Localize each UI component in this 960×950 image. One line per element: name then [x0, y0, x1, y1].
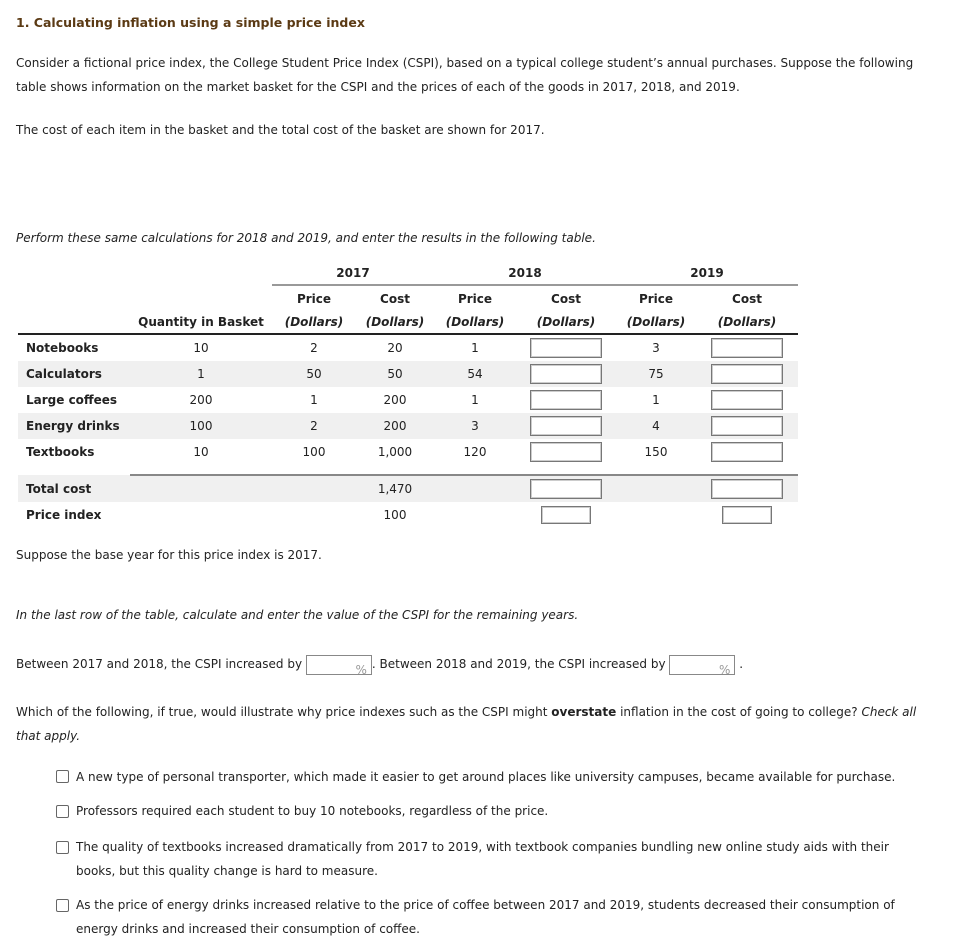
price-header: Price [296, 291, 332, 306]
row-label: Calculators [18, 361, 130, 387]
price-2019-cell: 4 [616, 413, 696, 439]
increase-text-3: . [739, 657, 744, 671]
cost-cell [696, 334, 798, 361]
cost-2018-input[interactable] [530, 364, 602, 384]
price-header: Price [638, 291, 674, 306]
price-2017-cell: 50 [272, 361, 356, 387]
total-cost-2017: 1,470 [356, 475, 434, 502]
increase-text-1: Between 2017 and 2018, the CSPI increased by [16, 657, 303, 671]
cost-2018-input[interactable] [530, 390, 602, 410]
year-2019-header: 2019 [616, 262, 798, 285]
option-1-label[interactable]: A new type of personal transporter, which made it easier to get around places like university campuses, became available for purchase. [76, 770, 896, 784]
option-3-checkbox[interactable] [56, 841, 69, 854]
cost-2019-input[interactable] [711, 416, 783, 436]
cspi-instruction: In the last row of the table, calculate and enter the value of the CSPI for the remaining years. [16, 608, 579, 622]
price-table [18, 262, 798, 528]
cost-2017-cell: 50 [356, 361, 434, 387]
total-cost-2019-input[interactable] [711, 479, 783, 499]
cost-cell [696, 439, 798, 465]
instruction-text: Perform these same calculations for 2018 and 2019, and enter the results in the following table. [16, 231, 596, 245]
cost-2019-input[interactable] [711, 338, 783, 358]
increase-2019-input[interactable] [669, 655, 735, 675]
price-index-2019-input[interactable] [722, 506, 772, 524]
cost-cell [516, 361, 616, 387]
quantity-cell: 200 [189, 393, 213, 407]
cost-2019-input[interactable] [711, 364, 783, 384]
option-1-checkbox[interactable] [56, 770, 69, 783]
cost-cell [516, 387, 616, 413]
price-2018-cell: 120 [463, 445, 487, 459]
price-2019-cell: 1 [652, 393, 660, 407]
option-2-label[interactable]: Professors required each student to buy 10 notebooks, regardless of the price. [76, 804, 549, 818]
cost-2018-input[interactable] [530, 442, 602, 462]
unit-label: (Dollars) [356, 311, 434, 334]
question-italic: Check all that apply. [16, 705, 917, 743]
cost-cell [696, 387, 798, 413]
question-title: 1. Calculating inflation using a simple price index [16, 15, 365, 30]
price-2019-cell: 75 [616, 361, 696, 387]
price-2019-cell: 3 [652, 341, 660, 355]
quantity-cell: 10 [193, 341, 209, 355]
cost-header: Cost [551, 291, 581, 306]
table-row [18, 361, 798, 387]
table-row [18, 334, 798, 361]
price-2018-cell: 54 [434, 361, 516, 387]
year-2018-header: 2018 [434, 262, 616, 285]
price-index-2018-input[interactable] [541, 506, 591, 524]
price-2018-cell: 1 [471, 341, 479, 355]
row-label: Energy drinks [18, 413, 130, 439]
price-2019-cell: 150 [644, 445, 668, 459]
cost-cell [696, 413, 798, 439]
quantity-cell: 10 [193, 445, 209, 459]
option-3-label[interactable]: The quality of textbooks increased dramatically from 2017 to 2019, with textbook companies bundling new online study aids with their books, but this quality change is hard to measure. [76, 840, 889, 878]
question-pre: Which of the following, if true, would illustrate why price indexes such as the CSPI might [16, 705, 552, 719]
price-2017-cell: 1 [310, 393, 318, 407]
question-post: inflation in the cost of going to college? [616, 705, 862, 719]
row-label: Textbooks [26, 445, 95, 459]
intro-text: Consider a fictional price index, the College Student Price Index (CSPI), based on a typical college student’s annual purchases. Suppose the following table shows information on the market basket for the CSPI and the prices of each of the goods in 2017, 2018, and 2019. [16, 56, 914, 94]
table-row [18, 439, 798, 465]
cost-2018-input[interactable] [530, 338, 602, 358]
price-header: Price [457, 291, 493, 306]
increase-2018-input[interactable] [306, 655, 372, 675]
table-row [18, 387, 798, 413]
unit-label: (Dollars) [434, 311, 516, 334]
question-bold: overstate [551, 705, 617, 719]
cost-2019-input[interactable] [711, 390, 783, 410]
cost-cell [516, 413, 616, 439]
unit-label: (Dollars) [516, 311, 616, 334]
cost-cell [516, 334, 616, 361]
cost-2018-input[interactable] [530, 416, 602, 436]
unit-label: (Dollars) [272, 311, 356, 334]
cost-cell [516, 439, 616, 465]
quantity-cell: 1 [130, 361, 272, 387]
question-text [16, 700, 936, 748]
percent-unit: % [355, 662, 367, 677]
cost-note: The cost of each item in the basket and the total cost of the basket are shown for 2017. [16, 123, 545, 137]
table-row [18, 413, 798, 439]
price-2017-cell: 2 [310, 341, 318, 355]
option-4-label[interactable]: As the price of energy drinks increased relative to the price of coffee between 2017 and 2019, students decreased their consumption of energy drinks and increased their consumption of coffee. [76, 898, 895, 936]
cost-2019-input[interactable] [711, 442, 783, 462]
quantity-header: Quantity in Basket [130, 311, 272, 334]
cost-cell [696, 361, 798, 387]
base-year-text: Suppose the base year for this price index is 2017. [16, 548, 322, 562]
year-2017-header: 2017 [272, 262, 434, 285]
unit-label: (Dollars) [616, 311, 696, 334]
cost-2017-cell: 200 [356, 413, 434, 439]
quantity-cell: 100 [130, 413, 272, 439]
price-2017-cell: 2 [272, 413, 356, 439]
cost-2017-cell: 20 [387, 341, 403, 355]
price-2017-cell: 100 [302, 445, 326, 459]
price-index-label: Price index [26, 508, 102, 522]
cost-header: Cost [732, 291, 762, 306]
increase-sentence [16, 652, 936, 676]
cost-2017-cell: 1,000 [377, 445, 413, 459]
total-cost-label: Total cost [18, 475, 130, 502]
option-4-checkbox[interactable] [56, 899, 69, 912]
price-index-2017: 100 [383, 508, 407, 522]
percent-unit: % [719, 662, 731, 677]
row-label: Notebooks [26, 341, 99, 355]
increase-text-2: . Between 2018 and 2019, the CSPI increased by [371, 657, 666, 671]
price-2018-cell: 1 [471, 393, 479, 407]
row-label: Large coffees [26, 393, 118, 407]
option-2-checkbox[interactable] [56, 805, 69, 818]
total-cost-2018-input[interactable] [530, 479, 602, 499]
price-2018-cell: 3 [434, 413, 516, 439]
unit-label: (Dollars) [696, 311, 798, 334]
cost-header: Cost [380, 291, 410, 306]
cost-2017-cell: 200 [383, 393, 407, 407]
